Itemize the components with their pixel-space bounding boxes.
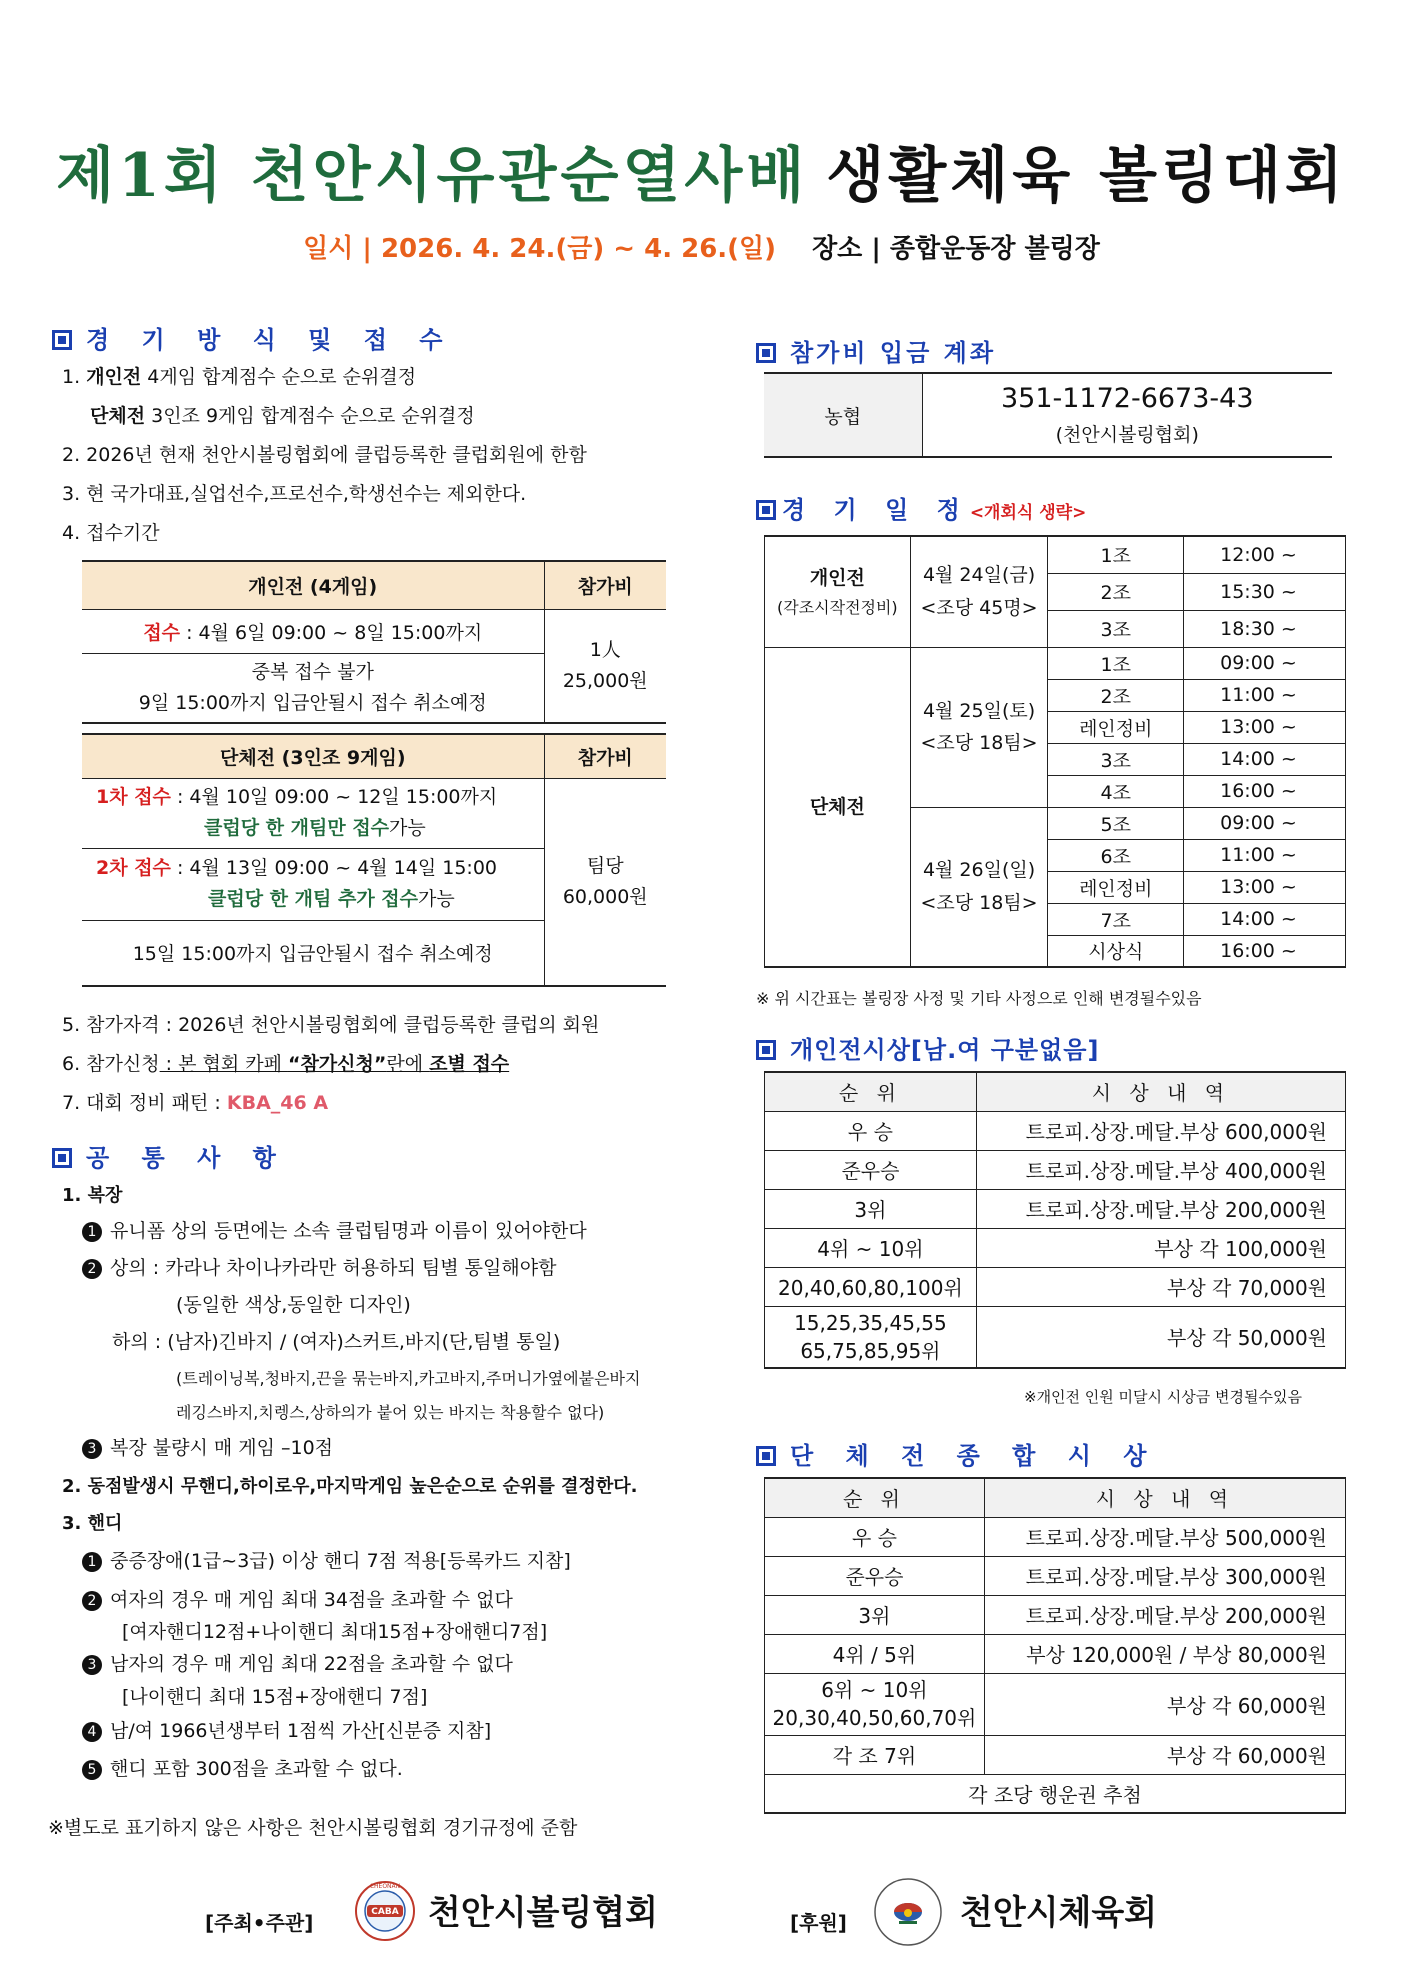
- team-fee-header: 참가비: [544, 734, 666, 778]
- prize-rank: [765, 1673, 985, 1735]
- schedule-day: [910, 536, 1048, 647]
- prize-detail: 트로피.상장.메달.부상 200,000원: [984, 1595, 1345, 1634]
- prize-detail: 트로피.상장.메달.부상 200,000원: [976, 1189, 1345, 1228]
- section-heading-account: 참가비 입금 계좌: [756, 333, 996, 368]
- schedule-time: 09:00 ~: [1184, 807, 1346, 839]
- prize-rank: [765, 1228, 977, 1267]
- square-bullet-icon: [756, 500, 776, 520]
- prize-rank-line: 우 승: [851, 1526, 897, 1550]
- team-prize-table: [764, 1477, 1346, 1814]
- individual-prize-table: [764, 1071, 1346, 1369]
- square-bullet-icon: [756, 1446, 776, 1466]
- prize-rank: [765, 1111, 977, 1150]
- schedule-squad: 3조: [1048, 610, 1184, 647]
- title-black: 생활체육 볼링대회: [826, 141, 1347, 211]
- ind-fee-header: 참가비: [544, 561, 666, 609]
- common-item-3: 3. 핸디: [62, 1513, 123, 1534]
- schedule-squad: 1조: [1048, 647, 1184, 679]
- schedule-squad: 2조: [1048, 573, 1184, 610]
- prize-rank: [765, 1595, 985, 1634]
- schedule-day-line: 4월 24일(금): [922, 564, 1036, 587]
- event-date: 일시 | 2026. 4. 24.(금) ~ 4. 26.(일): [303, 234, 777, 264]
- prize-row: [765, 1556, 1346, 1595]
- schedule-time: 16:00 ~: [1184, 935, 1346, 967]
- prize-detail-header: 시 상 내 역: [984, 1478, 1345, 1517]
- schedule-time: 11:00 ~: [1184, 679, 1346, 711]
- prize-row: [765, 1634, 1346, 1673]
- number-1-icon: 1: [82, 1552, 102, 1572]
- prize-detail: 부상 각 70,000원: [976, 1267, 1345, 1306]
- prize-lucky-draw: 각 조당 행운권 추첨: [765, 1774, 1346, 1813]
- schedule-squad: 시상식: [1048, 935, 1184, 967]
- schedule-time: 13:00 ~: [1184, 711, 1346, 743]
- prize-row: [765, 1595, 1346, 1634]
- prize-rank-header: 순 위: [765, 1072, 977, 1111]
- host-name: 천안시볼링협회: [428, 1893, 658, 1933]
- square-bullet-icon: [756, 343, 776, 363]
- schedule-time: 13:00 ~: [1184, 871, 1346, 903]
- prize-detail: 부상 120,000원 / 부상 80,000원: [984, 1634, 1345, 1673]
- rule-item-2: 2. 2026년 현재 천안시볼링협회에 클럽등록한 클럽회원에 한함: [62, 444, 587, 466]
- common-item-3-5: 5 핸디 포함 300점을 초과할 수 없다.: [82, 1760, 403, 1780]
- number-2-icon: 2: [82, 1591, 102, 1611]
- prize-detail-header: 시 상 내 역: [976, 1072, 1345, 1111]
- prize-rank-line: 65,75,85,95위: [800, 1338, 941, 1363]
- team-registration-notes: 15일 15:00까지 입금안될시 접수 취소예정: [82, 920, 544, 986]
- schedule-squad: 7조: [1048, 903, 1184, 935]
- prize-row: [765, 1517, 1346, 1556]
- prize-rank-line: 4위 ~ 10위: [817, 1237, 924, 1261]
- page-title: [0, 128, 1403, 214]
- team-fee-cell: 팀당 60,000원: [544, 778, 666, 986]
- prize-row: [765, 1306, 1346, 1368]
- individual-prize-note: ※개인전 인원 미달시 시상금 변경될수있음: [1024, 1388, 1302, 1406]
- schedule-squad: 6조: [1048, 839, 1184, 871]
- section-heading-team-prizes: 단 체 전 종 합 시 상: [756, 1436, 1158, 1471]
- common-item-3-1: 1 중증장애(1급~3급) 이상 핸디 7점 적용[등록카드 지참]: [82, 1552, 571, 1572]
- prize-detail: 트로피.상장.메달.부상 300,000원: [984, 1556, 1345, 1595]
- prize-row: [765, 1673, 1346, 1735]
- common-item-1: 1. 복장: [62, 1185, 123, 1206]
- prize-rank: [765, 1634, 985, 1673]
- section-heading-individual-prizes: 개인전시상[남.여 구분없음]: [756, 1030, 1099, 1065]
- schedule-table: [764, 535, 1346, 968]
- prize-rank-header: 순 위: [765, 1478, 985, 1517]
- prize-row: [765, 1150, 1346, 1189]
- schedule-time: 14:00 ~: [1184, 743, 1346, 775]
- event-venue: 장소 | 종합운동장 볼링장: [812, 234, 1100, 264]
- prize-detail: 트로피.상장.메달.부상 500,000원: [984, 1517, 1345, 1556]
- rule-item-5: 5. 참가자격 : 2026년 천안시볼링협회에 클럽등록한 클럽의 회원: [62, 1014, 600, 1036]
- section-heading-common: 공 통 사 항: [52, 1138, 288, 1173]
- account-cell: [922, 373, 1332, 457]
- individual-registration-table: [82, 560, 666, 724]
- prize-rank-line: 20,30,40,50,60,70위: [772, 1706, 977, 1730]
- prize-row: [765, 1228, 1346, 1267]
- ind-fee-cell: 1人 25,000원: [544, 609, 666, 723]
- common-item-1-2b: (동일한 색상,동일한 디자인): [176, 1294, 411, 1316]
- square-bullet-icon: [52, 1148, 72, 1168]
- prize-row: [765, 1111, 1346, 1150]
- schedule-squad: 1조: [1048, 536, 1184, 573]
- schedule-time: 09:00 ~: [1184, 647, 1346, 679]
- account-holder: (천안시볼링협회): [1055, 424, 1199, 446]
- schedule-day-line: <조당 18팀>: [920, 891, 1038, 914]
- schedule-squad: 2조: [1048, 679, 1184, 711]
- prize-rank: [765, 1150, 977, 1189]
- common-item-3-3: 3 남자의 경우 매 게임 최대 22점을 초과할 수 없다: [82, 1655, 513, 1675]
- number-5-icon: 5: [82, 1760, 102, 1780]
- oil-pattern: KBA_46 A: [226, 1092, 329, 1114]
- ind-registration-period: 접수 : 4월 6일 09:00 ~ 8일 15:00까지: [82, 609, 544, 653]
- prize-rank-line: 6위 ~ 10위: [821, 1678, 928, 1702]
- prize-rank-line: 3위: [858, 1604, 891, 1628]
- team-table-header: 단체전 (3인조 9게임): [82, 734, 544, 778]
- section-heading-schedule: 경 기 일 정<개회식 생략>: [756, 490, 1086, 525]
- sponsor-name: 천안시체육회: [960, 1893, 1158, 1933]
- rule-item-7: 7. 대회 정비 패턴 : KBA_46 A: [62, 1092, 329, 1114]
- common-item-1-2: 2 상의 : 카라나 차이나카라만 허용하되 팀별 통일해야함: [82, 1259, 556, 1279]
- schedule-row: [765, 647, 1346, 679]
- prize-rank-line: 15,25,35,45,55: [794, 1310, 947, 1335]
- rule-item-3: 3. 현 국가대표,실업선수,프로선수,학생선수는 제외한다.: [62, 483, 527, 505]
- prize-row: [765, 1189, 1346, 1228]
- schedule-squad: 3조: [1048, 743, 1184, 775]
- caba-logo: [354, 1880, 416, 1942]
- prize-rank-line: 3위: [854, 1198, 887, 1222]
- schedule-day-line: <조당 18팀>: [920, 732, 1038, 754]
- prize-header-row: [765, 1072, 1346, 1111]
- schedule-time: 14:00 ~: [1184, 903, 1346, 935]
- prize-rank: [765, 1267, 977, 1306]
- schedule-day-line: 4월 26일(일): [922, 859, 1036, 882]
- schedule-squad: 5조: [1048, 807, 1184, 839]
- team-registration-table: [82, 733, 666, 987]
- prize-detail: 부상 각 60,000원: [984, 1735, 1345, 1774]
- schedule-time: 11:00 ~: [1184, 839, 1346, 871]
- rule-item-6: 6. 참가신청 : 본 협회 카페 “참가신청”란에 조별 접수: [62, 1053, 510, 1075]
- schedule-time: 15:30 ~: [1184, 573, 1346, 610]
- prize-row: [765, 1735, 1346, 1774]
- footnote: ※별도로 표기하지 않은 사항은 천안시볼링협회 경기규정에 준함: [48, 1817, 578, 1839]
- number-3-icon: 3: [82, 1655, 102, 1675]
- schedule-type-individual: [765, 536, 911, 647]
- schedule-squad: 4조: [1048, 775, 1184, 807]
- common-item-1-2c: 하의 : (남자)긴바지 / (여자)스커트,바지(단,팀별 통일): [112, 1331, 561, 1353]
- schedule-footnote: ※ 위 시간표는 볼링장 사정 및 기타 사정으로 인해 변경될수있음: [756, 989, 1202, 1008]
- schedule-type-team: [765, 647, 911, 967]
- prize-rank: [765, 1517, 985, 1556]
- schedule-time: 18:30 ~: [1184, 610, 1346, 647]
- prize-rank: [765, 1189, 977, 1228]
- title-green: 제1회 천안시유관순열사배: [56, 141, 809, 211]
- prize-rank-line: 준우승: [845, 1565, 904, 1589]
- prize-rank: [765, 1556, 985, 1595]
- section-heading-rules: 경 기 방 식 및 접 수: [52, 320, 454, 355]
- schedule-time: 16:00 ~: [1184, 775, 1346, 807]
- prize-rank-line: 각 조 7위: [832, 1744, 917, 1768]
- schedule-time: 12:00 ~: [1184, 536, 1346, 573]
- prize-row: [765, 1267, 1346, 1306]
- number-3-icon: 3: [82, 1439, 102, 1459]
- common-item-2: 2. 동점발생시 무핸디,하이로우,마지막게임 높은순으로 순위를 결정한다.: [62, 1476, 638, 1497]
- prize-rank-line: 준우승: [841, 1159, 900, 1183]
- schedule-day: [910, 647, 1048, 807]
- prize-detail: 트로피.상장.메달.부상 400,000원: [976, 1150, 1345, 1189]
- event-info: [0, 228, 1403, 265]
- number-4-icon: 4: [82, 1722, 102, 1742]
- prize-rank-line: 20,40,60,80,100위: [778, 1276, 963, 1300]
- prize-rank: [765, 1735, 985, 1774]
- common-item-1-1: 1 유니폼 상의 등면에는 소속 클럽팀명과 이름이 있어야한다: [82, 1222, 587, 1242]
- square-bullet-icon: [52, 330, 72, 350]
- common-item-3-2: 2 여자의 경우 매 게임 최대 34점을 초과할 수 없다: [82, 1591, 513, 1611]
- prize-detail: 트로피.상장.메달.부상 600,000원: [976, 1111, 1345, 1150]
- prize-row-extra: [765, 1774, 1346, 1813]
- schedule-type-individual-line: 개인전: [809, 567, 865, 589]
- number-1-icon: 1: [82, 1222, 102, 1242]
- sponsor-label: [후원]: [790, 1911, 847, 1935]
- number-2-icon: 2: [82, 1259, 102, 1279]
- account-table: [764, 372, 1332, 458]
- team-round1: 1차 접수 : 4월 10일 09:00 ~ 12일 15:00까지 클럽당 한 개팀만 접수가능: [82, 778, 544, 848]
- rule-item-1a: 1. 개인전 4게임 합계점수 순으로 순위결정: [62, 366, 417, 388]
- prize-rank: [765, 1306, 977, 1368]
- prize-detail: 부상 각 100,000원: [976, 1228, 1345, 1267]
- rule-item-4: 4. 접수기간: [62, 522, 160, 544]
- schedule-day-line: 4월 25일(토): [922, 699, 1036, 722]
- team-round2: 2차 접수 : 4월 13일 09:00 ~ 4월 14일 15:00 클럽당 한 개팀 추가 접수가능: [82, 848, 544, 920]
- host-label: [주최•주관]: [205, 1911, 314, 1935]
- schedule-note: <개회식 생략>: [969, 503, 1087, 523]
- common-item-3-3b: [나이핸디 최대 15점+장애핸디 7점]: [122, 1686, 428, 1708]
- ind-table-header: 개인전 (4게임): [82, 561, 544, 609]
- schedule-type-team-line: 단체전: [809, 795, 865, 818]
- schedule-day: [910, 807, 1048, 967]
- schedule-squad: 레인정비: [1048, 711, 1184, 743]
- prize-detail: 부상 각 60,000원: [984, 1673, 1345, 1735]
- svg-text:CABA: CABA: [371, 1907, 399, 1917]
- common-item-1-2e: 레깅스바지,치렝스,상하의가 붙어 있는 바지는 착용할수 없다): [176, 1403, 605, 1422]
- square-bullet-icon: [756, 1040, 776, 1060]
- prize-detail: 부상 각 50,000원: [976, 1306, 1345, 1368]
- svg-text:CHEONAN: CHEONAN: [369, 1883, 401, 1890]
- rule-item-1b: 단체전 3인조 9게임 합계점수 순으로 순위결정: [90, 405, 475, 427]
- schedule-day-line: <조당 45명>: [920, 596, 1038, 619]
- schedule-row: [765, 536, 1346, 573]
- common-item-1-3: 3 복장 불량시 매 게임 –10점: [82, 1439, 333, 1459]
- prize-header-row: [765, 1478, 1346, 1517]
- common-item-3-2b: [여자핸디12점+나이핸디 최대15점+장애핸디7점]: [122, 1621, 548, 1643]
- ind-registration-notes: 중복 접수 불가 9일 15:00까지 입금안될시 접수 취소예정: [82, 653, 544, 723]
- account-number: 351-1172-6673-43: [1000, 383, 1254, 414]
- sports-council-logo: [872, 1876, 944, 1948]
- bank-name: 농협: [764, 373, 922, 457]
- common-item-3-4: 4 남/여 1966년생부터 1점씩 가산[신분증 지참]: [82, 1722, 491, 1742]
- prize-rank-line: 우 승: [847, 1120, 893, 1144]
- prize-rank-line: 4위 / 5위: [832, 1643, 917, 1667]
- common-item-1-2d: (트레이닝복,청바지,끈을 묶는바지,카고바지,주머니가옆에붙은바지: [176, 1369, 641, 1388]
- schedule-squad: 레인정비: [1048, 871, 1184, 903]
- schedule-type-individual-line: (각조시작전정비): [777, 598, 898, 618]
